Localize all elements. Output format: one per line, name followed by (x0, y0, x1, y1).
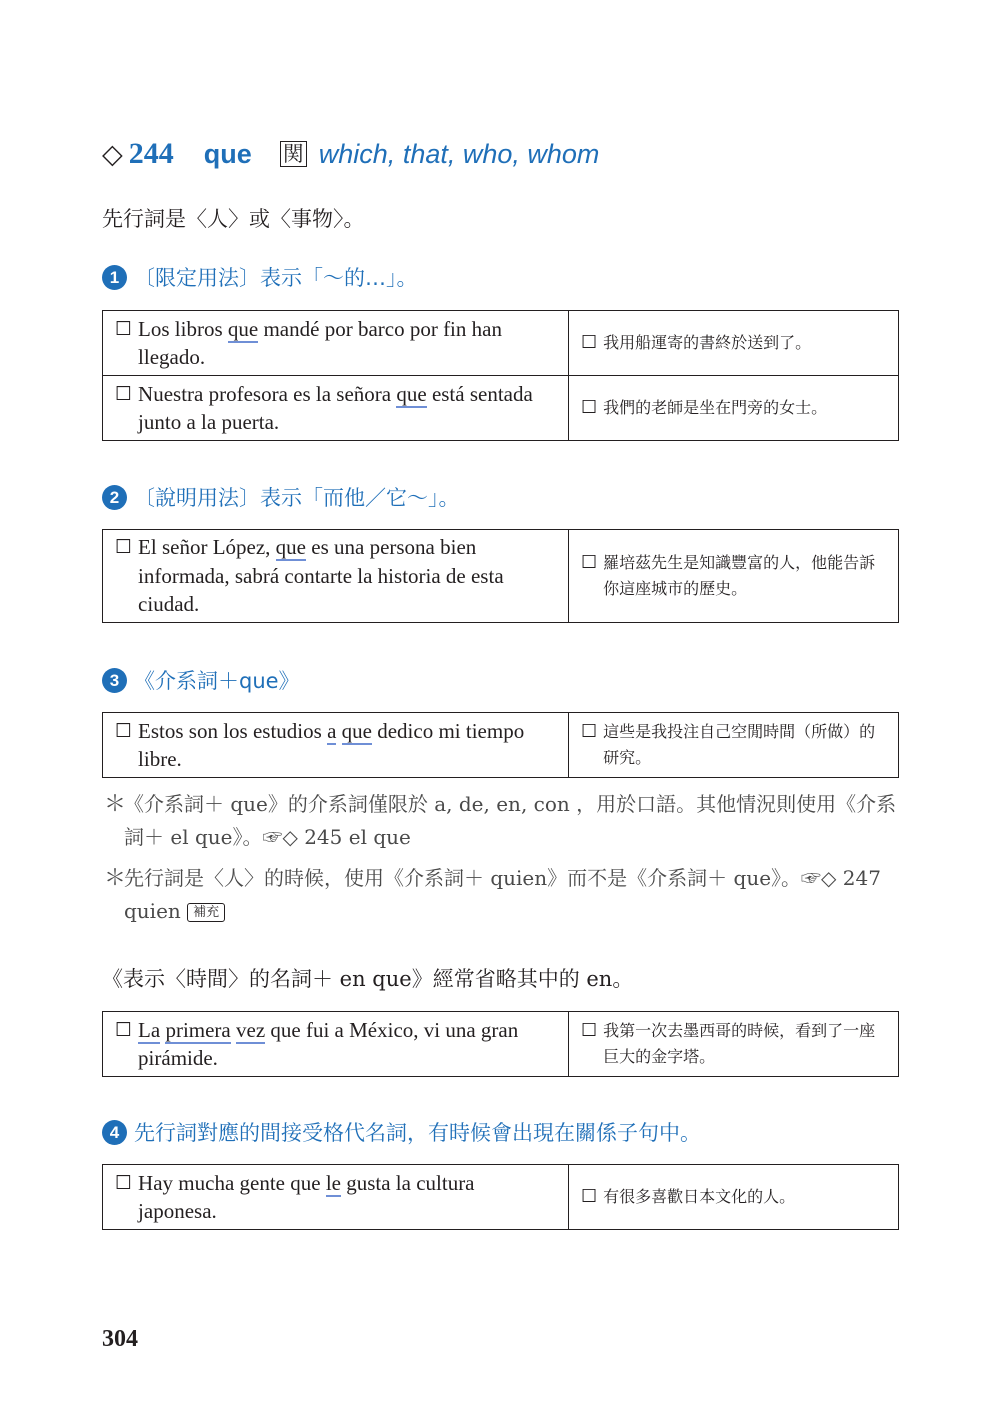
page-number: 304 (102, 1326, 138, 1352)
table-row (103, 1012, 899, 1077)
example-table-1 (102, 310, 899, 441)
number-badge: 3 (102, 668, 127, 693)
spanish-sentence: Hay mucha gente que le gusta la cultura japonesa. (138, 1170, 475, 1223)
checkbox[interactable]: ☐ (115, 536, 133, 559)
entry-header (102, 132, 599, 176)
asterisk-icon: ＊ (104, 866, 127, 891)
number-badge: 1 (102, 265, 127, 290)
checkbox[interactable]: ☐ (581, 1186, 598, 1207)
checkbox[interactable]: ☐ (115, 719, 133, 742)
intro-text: 先行詞是〈人〉或〈事物〉。 (102, 207, 365, 231)
asterisk-icon: ＊ (104, 792, 127, 817)
part-of-speech-tag: 関 (280, 141, 307, 167)
checkbox[interactable]: ☐ (115, 382, 133, 405)
chinese-translation: 羅培茲先生是知識豐富的人，他能告訴你這座城市的歷史。 (603, 553, 876, 598)
section-2-heading (102, 482, 460, 512)
note-1 (102, 788, 899, 854)
example-table-2 (102, 529, 899, 623)
note-text: 先行詞是〈人〉的時候，使用《介系詞＋ quien》而不是《介系詞＋ que》。☞◇ 247 quien (124, 866, 881, 923)
spanish-sentence: La primera vez que fui a México, vi una gran pirámide. (138, 1017, 519, 1070)
example-table-time (102, 1011, 899, 1077)
table-row (103, 530, 899, 623)
spanish-sentence: Nuestra profesora es la señora que está sentada junto a la puerta. (138, 381, 533, 434)
spanish-sentence: Estos son los estudios a que dedico mi tiempo libre. (138, 718, 525, 771)
section-title: 《介系詞＋que》 (134, 669, 300, 693)
example-table-4 (102, 1164, 899, 1230)
chinese-translation: 我用船運寄的書終於送到了。 (603, 333, 812, 352)
chinese-translation: 我們的老師是坐在門旁的女士。 (603, 398, 828, 417)
table-row (103, 713, 899, 778)
checkbox[interactable]: ☐ (581, 397, 598, 418)
example-table-3 (102, 712, 899, 778)
checkbox[interactable]: ☐ (581, 1020, 598, 1041)
checkbox[interactable]: ☐ (115, 317, 133, 340)
checkbox[interactable]: ☐ (115, 1171, 133, 1194)
time-noun-heading: 《表示〈時間〉的名詞＋ en que》經常省略其中的 en。 (102, 967, 634, 991)
table-row (103, 311, 899, 376)
chinese-translation: 有很多喜歡日本文化的人。 (603, 1187, 796, 1206)
entry-gloss: which, that, who, whom (318, 138, 600, 169)
checkbox[interactable]: ☐ (581, 721, 598, 742)
table-row (103, 1165, 899, 1230)
number-badge: 2 (102, 485, 127, 510)
checkbox[interactable]: ☐ (115, 1018, 133, 1041)
section-title: 〔限定用法〕表示「～的…」。 (134, 266, 418, 290)
note-text: 《介系詞＋ que》的介系詞僅限於 a, de, en, con ，用於口語。其他情況則使用《介系詞＋ el que》。☞◇ 245 el que (124, 792, 897, 849)
chinese-translation: 我第一次去墨西哥的時候，看到了一座巨大的金字塔。 (603, 1021, 876, 1066)
spanish-sentence: Los libros que mandé por barco por fin han llegado. (138, 316, 502, 369)
spanish-sentence: El señor López, que es una persona bien informada, sabrá contarte la historia de esta ciudad. (138, 535, 504, 617)
note-2 (102, 862, 899, 928)
section-title: 先行詞對應的間接受格代名詞，有時候會出現在關係子句中。 (134, 1121, 701, 1145)
checkbox[interactable]: ☐ (581, 552, 598, 573)
section-1-heading (102, 262, 418, 292)
section-3-heading (102, 665, 300, 695)
supplement-badge: 補充 (187, 903, 225, 922)
entry-word: que (203, 138, 252, 169)
entry-number: 244 (128, 137, 174, 170)
diamond-icon: ◇ (102, 138, 123, 170)
number-badge: 4 (102, 1120, 127, 1145)
section-4-heading (102, 1117, 701, 1147)
section-title: 〔說明用法〕表示「而他／它～」。 (134, 486, 460, 510)
chinese-translation: 這些是我投注自己空閒時間（所做）的研究。 (603, 722, 876, 767)
table-row (103, 376, 899, 441)
checkbox[interactable]: ☐ (581, 332, 598, 353)
